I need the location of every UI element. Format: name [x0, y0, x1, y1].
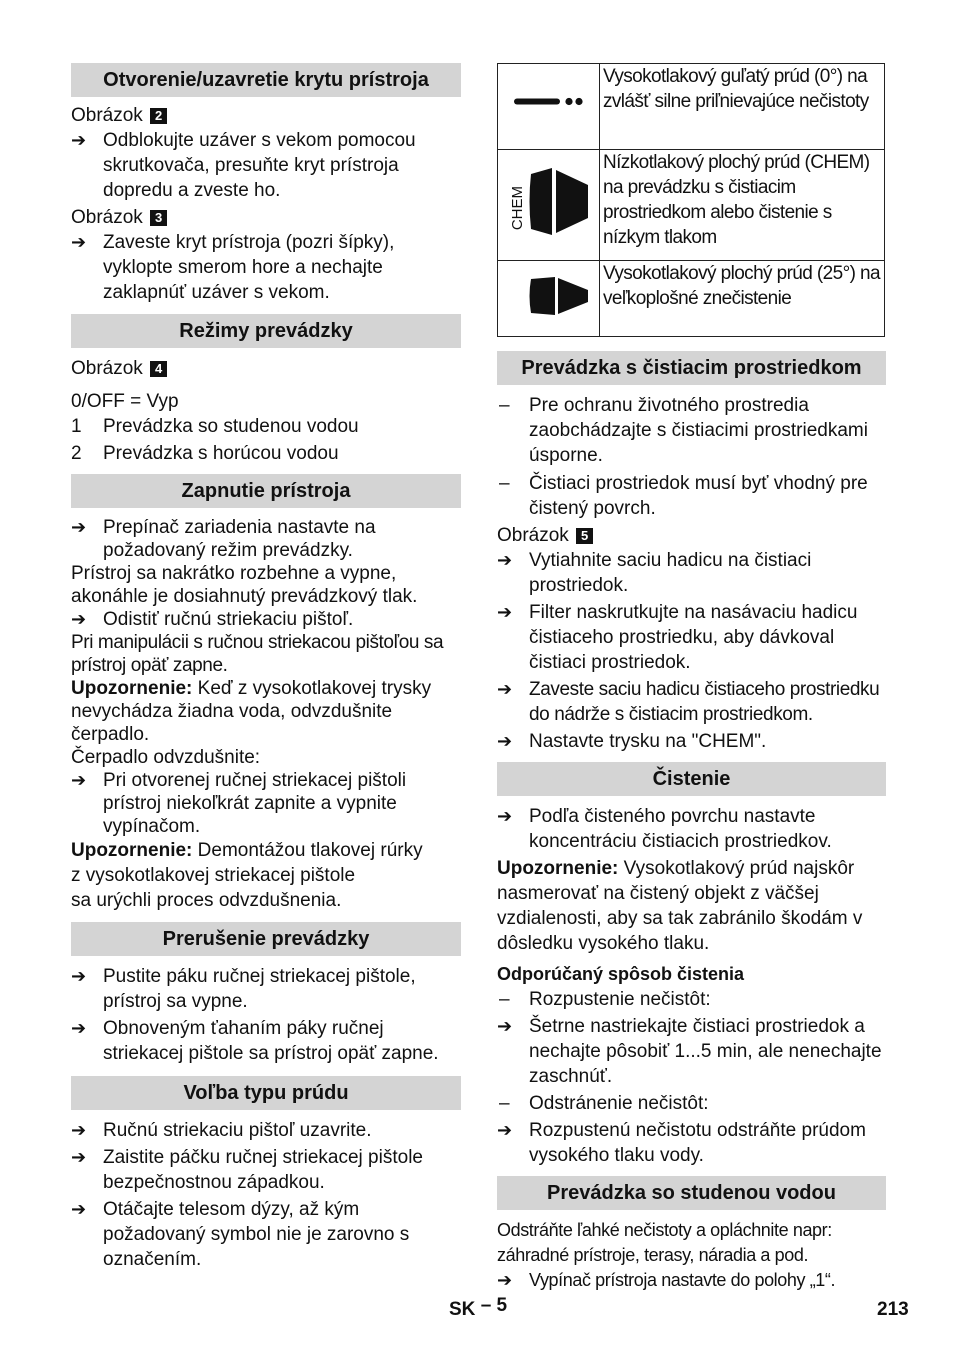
bullet-item: – Odstránenie nečistôt:	[499, 1093, 709, 1114]
instruction-step: ➔ Obnoveným ťahaním páky ručnej striekacej pištole sa prístroj opäť zapne.	[71, 1018, 439, 1064]
mode-item: 1 Prevádzka so studenou vodou	[71, 416, 359, 437]
instruction-step: ➔ Nastavte trysku na "CHEM".	[497, 731, 767, 752]
table-row	[498, 261, 885, 337]
arrow-right-icon: ➔	[497, 731, 513, 751]
arrow-right-icon: ➔	[71, 130, 87, 150]
dash-marker: –	[499, 473, 510, 494]
arrow-right-icon: ➔	[497, 1270, 512, 1290]
instruction-step: ➔ Vypínač prístroja nastavte do polohy „1“.	[497, 1268, 886, 1293]
section-heading-detergent-operation: Prevádzka s čistiacim prostriedkom	[497, 351, 886, 385]
arrow-right-icon: ➔	[71, 1018, 87, 1038]
arrow-right-icon: ➔	[71, 966, 87, 986]
paragraph: Čerpadlo odvzdušnite:	[71, 747, 261, 768]
arrow-right-icon: ➔	[497, 550, 513, 570]
arrow-right-icon: ➔	[497, 806, 513, 826]
section-heading-jet-type-selection: Voľba typu prúdu	[71, 1076, 461, 1110]
subheading: Odporúčaný spôsob čistenia	[497, 964, 745, 984]
instruction-step: ➔ Podľa čisteného povrchu nastavte koncentráciu čistiacich prostriedkov.	[497, 806, 832, 852]
note-paragraph: Upozornenie: Keď z vysokotlakovej trysky nevychádza žiadna voda, odvzdušnite čerpadlo.	[71, 678, 432, 745]
page-number: 213	[877, 1299, 909, 1320]
instruction-step: ➔ Šetrne nastriekajte čistiaci prostriedok a nechajte pôsobiť 1...5 min, ale nenechajte zaschnúť.	[497, 1016, 882, 1087]
footer-language-page: SK – 5	[449, 1295, 508, 1320]
figure-reference: Obrázok 4	[71, 356, 461, 381]
arrow-right-icon: ➔	[71, 232, 87, 252]
figure-reference: Obrázok 5	[497, 523, 886, 548]
arrow-right-icon: ➔	[497, 1016, 513, 1036]
nozzle-description: Vysokotlakový guľatý prúd (0°) na zvlášť silne priľnievajúce nečistoty	[600, 64, 885, 150]
nozzle-type-table	[497, 63, 885, 337]
section-heading-operating-modes: Režimy prevádzky	[71, 314, 461, 348]
bullet-item: – Čistiaci prostriedok musí byť vhodný pre čistený povrch.	[499, 473, 868, 519]
dash-marker: –	[499, 395, 510, 416]
arrow-right-icon: ➔	[71, 517, 87, 537]
round-jet-icon	[498, 64, 600, 150]
chem-flat-jet-icon	[498, 150, 600, 261]
arrow-right-icon: ➔	[497, 679, 512, 699]
bullet-item: – Pre ochranu životného prostredia zaobchádzajte s čistiacimi prostriedkami úsporne.	[499, 395, 868, 466]
arrow-right-icon: ➔	[71, 770, 87, 790]
figure-reference: Obrázok 3	[71, 205, 461, 230]
arrow-right-icon: ➔	[71, 1120, 87, 1140]
flat-jet-icon	[498, 261, 600, 337]
instruction-step: ➔ Ručnú striekaciu pištoľ uzavrite.	[71, 1120, 372, 1141]
section-heading-interrupt-operation: Prerušenie prevádzky	[71, 922, 461, 956]
note-paragraph: Upozornenie: Demontážou tlakovej rúrky z vysokotlakovej striekacej pištole sa urýchli proces odvzdušnenia.	[71, 840, 423, 911]
arrow-right-icon: ➔	[497, 1120, 513, 1140]
arrow-right-icon: ➔	[71, 609, 87, 629]
instruction-step: ➔ Pustite páku ručnej striekacej pištole, prístroj sa vypne.	[71, 966, 416, 1012]
instruction-step: ➔ Odistiť ručnú striekaciu pištoľ.	[71, 609, 354, 630]
dash-marker: –	[499, 989, 510, 1010]
instruction-step: ➔ Filter naskrutkujte na nasávaciu hadicu čistiaceho prostriedku, aby dávkoval čistiaci prostriedok.	[497, 602, 858, 673]
table-row	[498, 150, 885, 261]
section-heading-cold-water-operation: Prevádzka so studenou vodou	[497, 1176, 886, 1210]
instruction-step: ➔ Vytiahnite saciu hadicu na čistiaci prostriedok.	[497, 550, 812, 596]
arrow-right-icon: ➔	[71, 1147, 87, 1167]
figure-reference: Obrázok 2	[71, 103, 461, 128]
right-column	[497, 63, 886, 1293]
nozzle-description: Vysokotlakový plochý prúd (25°) na veľkoplošné znečistenie	[600, 261, 885, 337]
left-column	[71, 63, 461, 1272]
arrow-right-icon: ➔	[497, 602, 513, 622]
bullet-item: – Rozpustenie nečistôt:	[499, 989, 711, 1010]
instruction-step: ➔ Pri otvorenej ručnej striekacej pištoli prístroj niekoľkrát zapnite a vypnite vypínačom.	[71, 770, 407, 837]
section-heading-open-close-cover: Otvorenie/uzavretie krytu prístroja	[71, 63, 461, 97]
paragraph: Odstráňte ľahké nečistoty a opláchnite napr: záhradné prístroje, terasy, náradia a pod.	[497, 1220, 832, 1265]
instruction-step: ➔ Otáčajte telesom dýzy, až kým požadovaný symbol nie je zarovno s označením.	[71, 1199, 410, 1270]
table-row	[498, 64, 885, 150]
paragraph: Pri manipulácii s ručnou striekacou pištoľou sa prístroj opäť zapne.	[71, 632, 444, 676]
dash-marker: –	[499, 1093, 510, 1114]
instruction-step: ➔ Odblokujte uzáver s vekom pomocou skrutkovača, presuňte kryt prístroja dopredu a zveste ho.	[71, 130, 416, 201]
paragraph: Prístroj sa nakrátko rozbehne a vypne, akonáhle je dosiahnutý prevádzkový tlak.	[71, 563, 418, 607]
chem-label: CHEM	[509, 186, 526, 231]
instruction-step: ➔ Zaveste saciu hadicu čistiaceho prostriedku do nádrže s čistiacim prostriedkom.	[497, 679, 880, 725]
mode-off-label: 0/OFF = Vyp	[71, 391, 179, 412]
note-paragraph: Upozornenie: Vysokotlakový prúd najskôr nasmerovať na čistený objekt z väčšej vzdialenosti, aby sa tak zabránilo škodám v dôsledku vysokého tlaku.	[497, 858, 863, 954]
nozzle-description: Nízkotlakový plochý prúd (CHEM) na prevádzku s čistiacim prostriedkom alebo čistenie s nízkym tlakom	[600, 150, 885, 261]
instruction-step: ➔ Zaveste kryt prístroja (pozri šípky), vyklopte smerom hore a nechajte zaklapnúť uzáver s vekom.	[71, 232, 395, 303]
mode-item: 2 Prevádzka s horúcou vodou	[71, 443, 339, 464]
section-heading-cleaning: Čistenie	[497, 762, 886, 796]
instruction-step: ➔ Prepínač zariadenia nastavte na požadovaný režim prevádzky.	[71, 517, 376, 561]
section-heading-switch-on: Zapnutie prístroja	[71, 474, 461, 508]
instruction-step: ➔ Zaistite páčku ručnej striekacej pištole bezpečnostnou západkou.	[71, 1147, 423, 1193]
instruction-step: ➔ Rozpustenú nečistotu odstráňte prúdom vysokého tlaku vody.	[497, 1120, 866, 1166]
arrow-right-icon: ➔	[71, 1199, 87, 1219]
